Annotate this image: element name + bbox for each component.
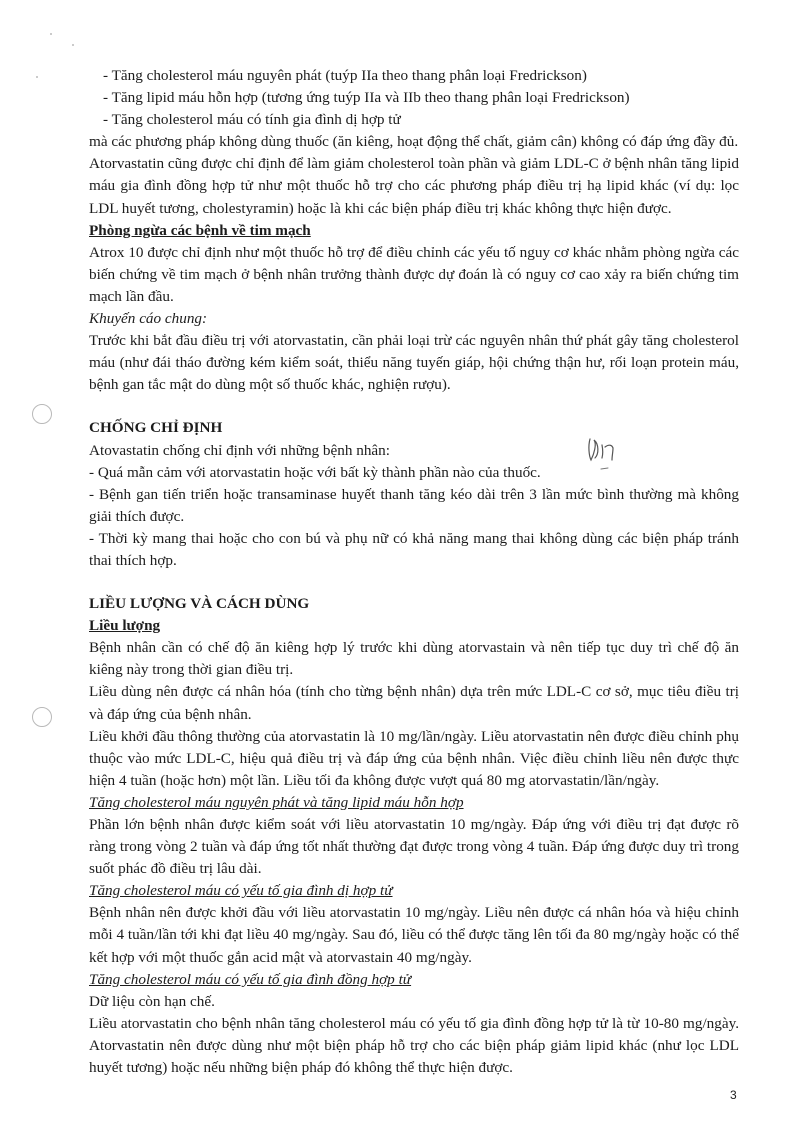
familial-paragraph: Atorvastatin cũng được chỉ định để làm giảm cholesterol toàn phần và giảm LDL-C ở bệnh nhân tăng lipid máu gia đình đồng hợp tử như một thuốc hỗ trợ cho các phương pháp điều trị hạ lipid khác (ví dụ: lọc LDL huyết tương, cholestyramin) hoặc là khi các biện pháp điều trị khác không thực hiện được.	[89, 155, 739, 217]
primary-hypercholesterolemia-heading: Tăng cholesterol máu nguyên phát và tăng lipid máu hỗn hợp	[89, 793, 464, 811]
contraindication-item: - Bệnh gan tiến triển hoặc transaminase huyết thanh tăng kéo dài trên 3 lần mức bình thường mà không giải thích được.	[89, 485, 739, 525]
scan-speck	[36, 76, 38, 78]
general-recommendation-paragraph: Trước khi bắt đầu điều trị với atorvastatin, cần phải loại trừ các nguyên nhân thứ phát gây tăng cholesterol máu (như đái tháo đường kém kiểm soát, thiểu năng tuyến giáp, hội chứng thận hư, rối loạn protein máu, bệnh gan tắc mật do dùng một số thuốc khác, nghiện rượu).	[89, 332, 739, 394]
heterozygous-text: Bệnh nhân nên được khởi đầu với liều atorvastatin 10 mg/ngày. Liều nên được cá nhân hóa và hiệu chỉnh mỗi 4 tuần/lần tới khi đạt liều 40 mg/ngày. Sau đó, liều có thể được tăng lên tối đa 80 mg/ngày hoặc có thể kết hợp với một thuốc gắn acid mật và atorvastain 40 mg/ngày.	[89, 904, 739, 966]
dosage-paragraph: Liều khởi đầu thông thường của atorvastatin là 10 mg/lần/ngày. Liều atorvastatin nên được điều chỉnh phụ thuộc vào mức LDL-C, hiệu quả điều trị và đáp ứng của bệnh nhân. Việc điều chỉnh liều nên được thực hiện 4 tuần (hoặc hơn) một lần. Liều tối đa không được vượt quá 80 mg atorvastatin/lần/ngày.	[89, 727, 739, 789]
page-number: 3	[730, 1088, 737, 1102]
document-body	[89, 65, 739, 1079]
punch-hole-top	[32, 404, 52, 424]
dosage-paragraph: Bệnh nhân cần có chế độ ăn kiêng hợp lý trước khi dùng atorvastain và nên tiếp tục duy trì chế độ ăn kiêng này trong thời gian điều trị.	[89, 639, 739, 679]
contraindications-heading: CHỐNG CHỈ ĐỊNH	[89, 419, 223, 437]
contraindication-item: - Thời kỳ mang thai hoặc cho con bú và phụ nữ có khả năng mang thai không dùng các biện pháp tránh thai thích hợp.	[89, 529, 739, 569]
contraindication-item: - Quá mẫn cảm với atorvastatin hoặc với bất kỳ thành phần nào của thuốc.	[89, 463, 541, 481]
scan-speck	[50, 33, 52, 35]
contraindications-intro: Atovastatin chống chỉ định với những bệnh nhân:	[89, 441, 390, 459]
indication-bullet: - Tăng lipid máu hỗn hợp (tương ứng tuýp IIa và IIb theo thang phân loại Fredrickson)	[103, 89, 630, 107]
homozygous-heading: Tăng cholesterol máu có yếu tố gia đình đồng hợp tử	[89, 970, 412, 988]
dosage-subheading: Liều lượng	[89, 617, 161, 635]
dosage-paragraph: Liều dùng nên được cá nhân hóa (tính cho từng bệnh nhân) dựa trên mức LDL-C cơ sở, mục tiêu điều trị và đáp ứng của bệnh nhân.	[89, 683, 739, 723]
indication-continuation: mà các phương pháp không dùng thuốc (ăn kiêng, hoạt động thể chất, giảm cân) không có đáp ứng đầy đủ.	[89, 133, 739, 151]
primary-hypercholesterolemia-text: Phần lớn bệnh nhân được kiểm soát với liều atorvastatin 10 mg/ngày. Đáp ứng với điều trị đạt được rõ ràng trong vòng 2 tuần và đáp ứng tốt nhất thường đạt được trong vòng 4 tuần. Đáp ứng được duy trì trong suốt phác đồ điều trị lâu dài.	[89, 816, 739, 878]
homozygous-text: Dữ liệu còn hạn chế.	[89, 992, 215, 1010]
cv-prevention-heading: Phòng ngừa các bệnh về tim mạch	[89, 221, 311, 239]
punch-hole-bottom	[32, 707, 52, 727]
indication-bullet: - Tăng cholesterol máu nguyên phát (tuýp IIa theo thang phân loại Fredrickson)	[103, 67, 587, 84]
dosage-heading: LIỀU LƯỢNG VÀ CÁCH DÙNG	[89, 595, 310, 613]
general-recommendation-heading: Khuyến cáo chung:	[89, 310, 208, 328]
indication-bullet: - Tăng cholesterol máu có tính gia đình dị hợp tử	[103, 111, 401, 129]
cv-prevention-paragraph: Atrox 10 được chỉ định như một thuốc hỗ trợ để điều chỉnh các yếu tố nguy cơ khác nhằm phòng ngừa các biến chứng về tim mạch ở bệnh nhân trưởng thành được dự đoán là có nguy cơ cao xảy ra biến chứng tim mạch lần đầu.	[89, 243, 739, 305]
homozygous-text: Liều atorvastatin cho bệnh nhân tăng cholesterol máu có yếu tố gia đình đồng hợp tử là từ 10-80 mg/ngày. Atorvastatin nên được dùng như một biện pháp hỗ trợ cho các biện pháp giảm lipid khác (như lọc LDL huyết tương) hoặc nếu những biện pháp đó không thể thực hiện được.	[89, 1014, 739, 1077]
scan-speck	[72, 44, 74, 46]
heterozygous-heading: Tăng cholesterol máu có yếu tố gia đình dị hợp tử	[89, 882, 393, 900]
